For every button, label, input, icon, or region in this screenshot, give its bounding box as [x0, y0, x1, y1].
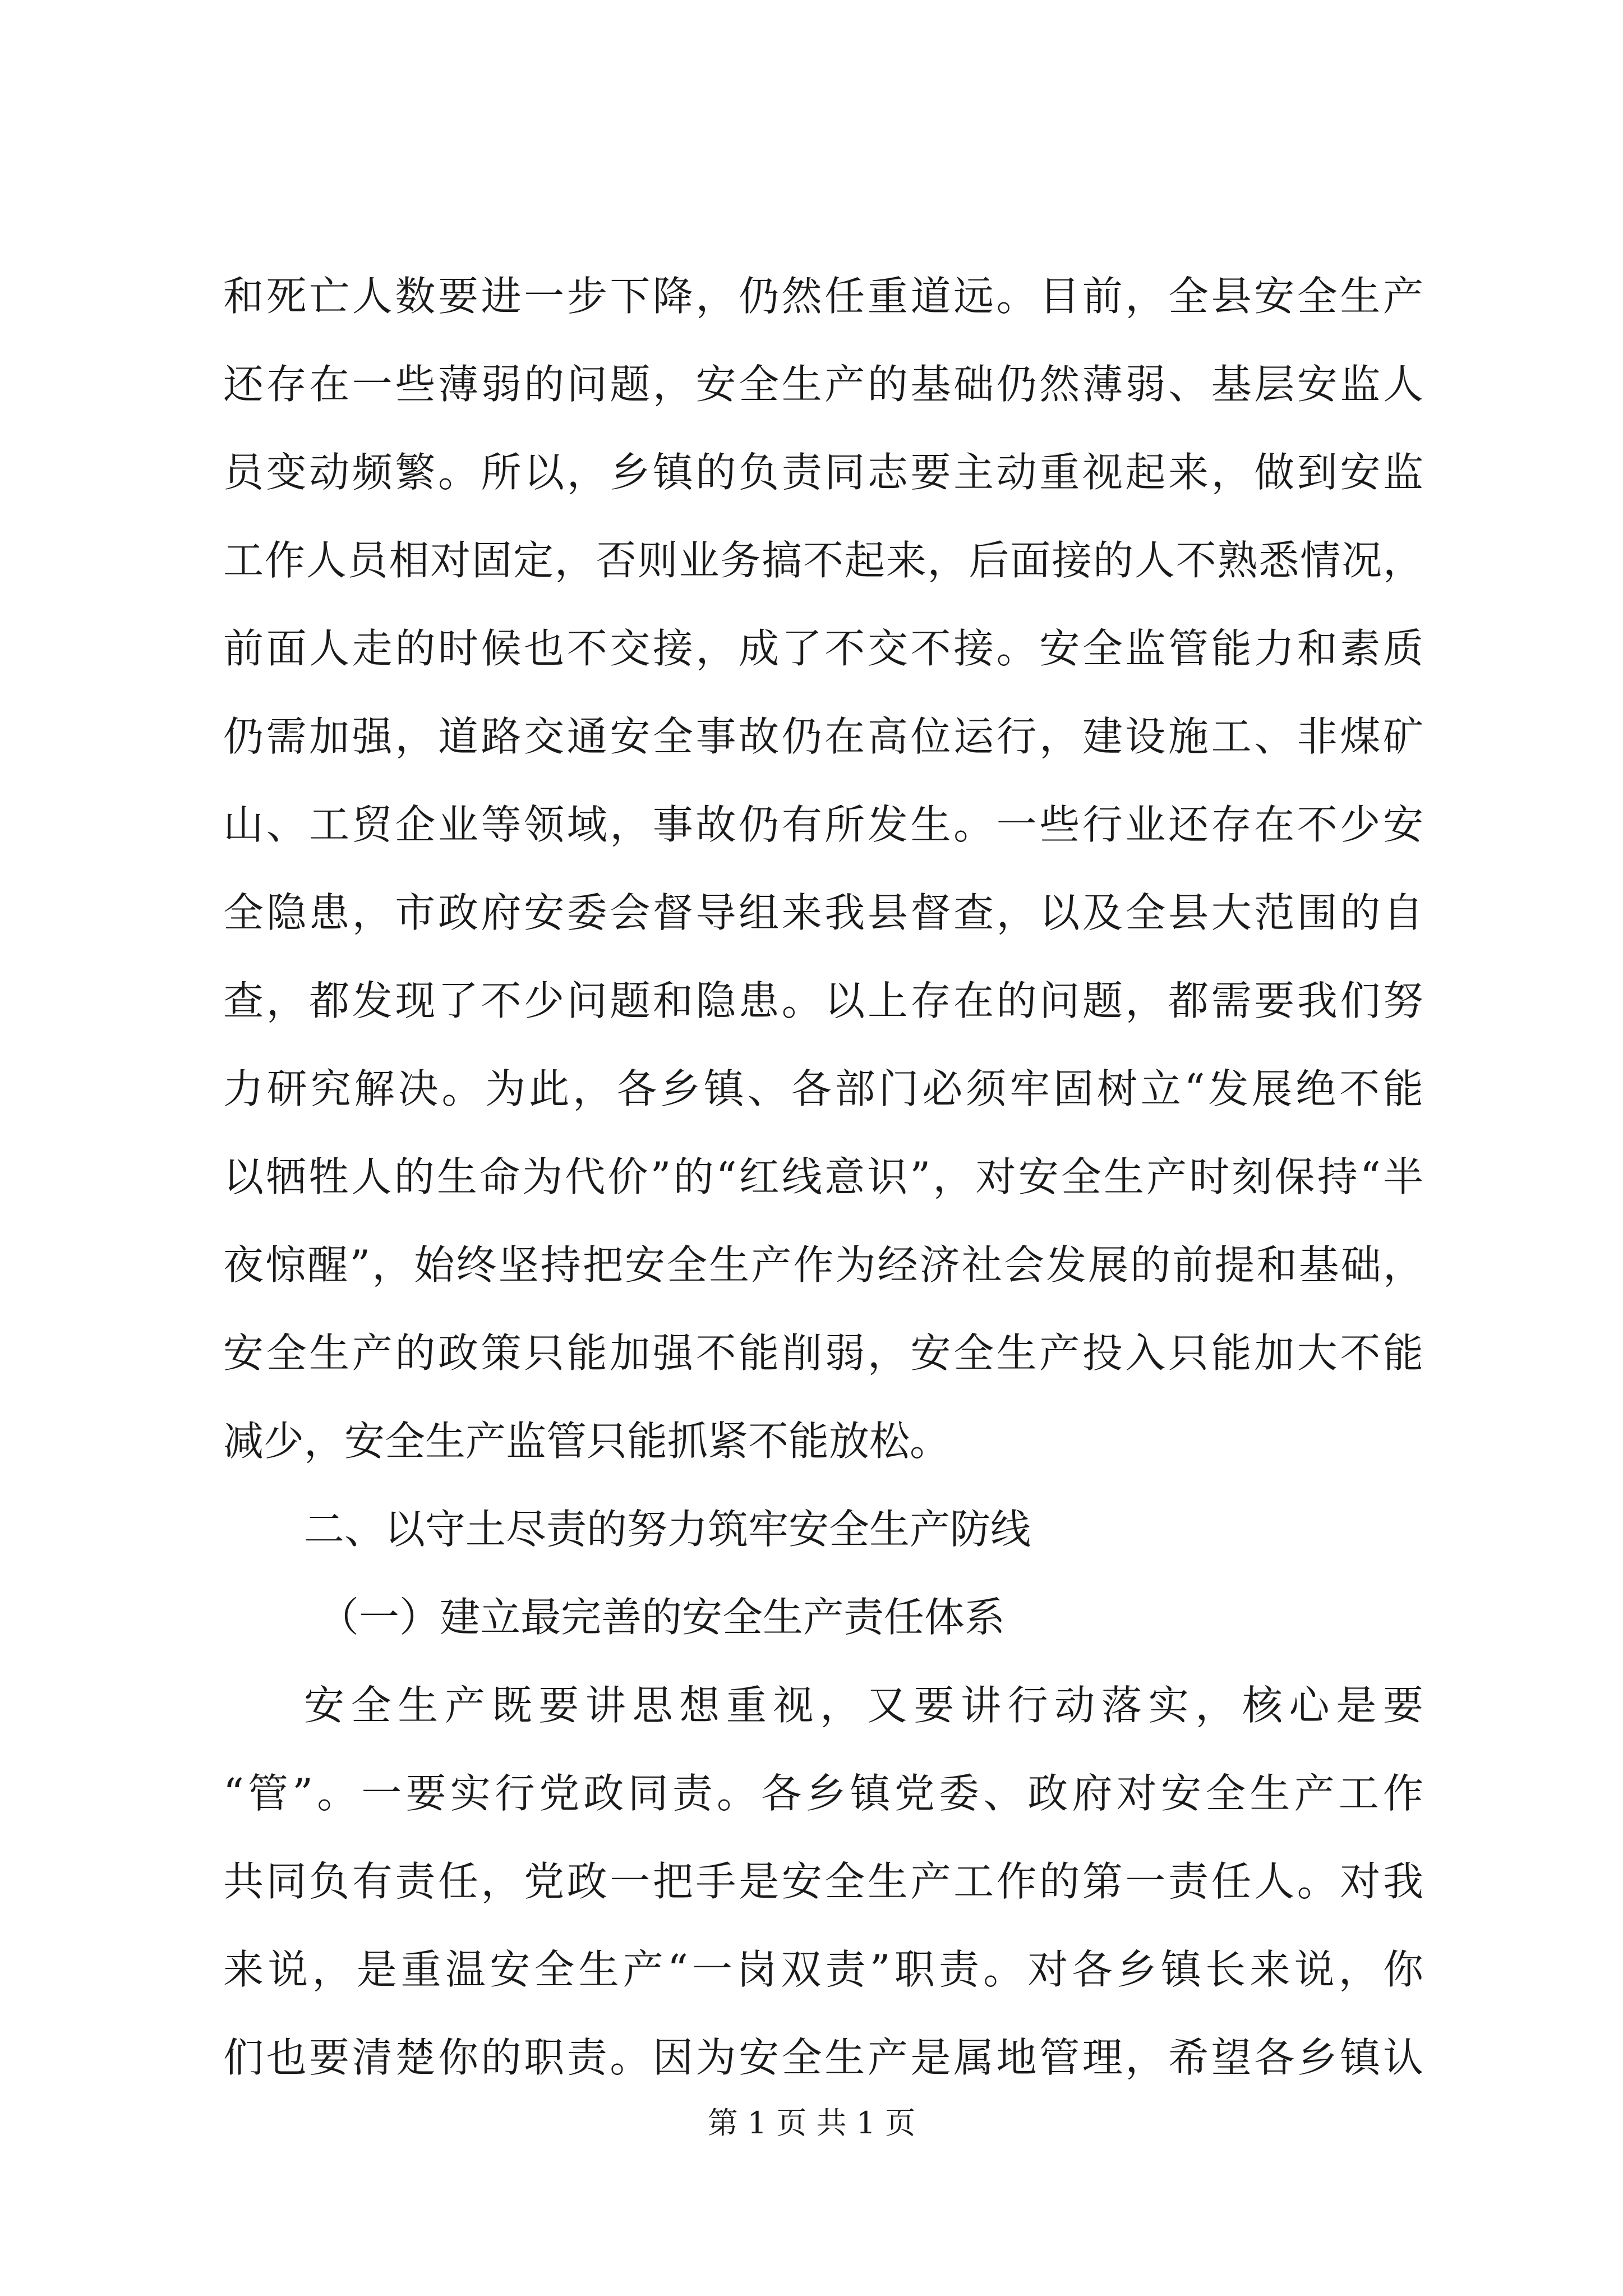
text-line: 员变动频繁。所以，乡镇的负责同志要主动重视起来，做到安监	[223, 449, 1423, 496]
text-line: 共同负有责任，党政一把手是安全生产工作的第一责任人。对我	[223, 1858, 1423, 1905]
page-footer	[0, 2104, 1623, 2143]
text-line: 全隐患，市政府安委会督导组来我县督查，以及全县大范围的自	[223, 889, 1423, 936]
section-heading: 二、以守土尽责的努力筑牢安全生产防线	[304, 1506, 1031, 1553]
text-line: 减少，安全生产监管只能抓紧不能放松。	[223, 1418, 951, 1465]
text-line: 前面人走的时候也不交接，成了不交不接。安全监管能力和素质	[223, 625, 1423, 672]
text-line: 力研究解决。为此，各乡镇、各部门必须牢固树立“发展绝不能	[223, 1065, 1423, 1112]
text-line: “管”。一要实行党政同责。各乡镇党委、政府对安全生产工作	[223, 1770, 1423, 1817]
text-line: 还存在一些薄弱的问题，安全生产的基础仍然薄弱、基层安监人	[223, 361, 1423, 408]
text-line: 来说，是重温安全生产“一岗双责”职责。对各乡镇长来说，你	[223, 1946, 1423, 1993]
text-line: 夜惊醒”，始终坚持把安全生产作为经济社会发展的前提和基础，	[223, 1241, 1423, 1289]
text-line: 仍需加强，道路交通安全事故仍在高位运行，建设施工、非煤矿	[223, 713, 1423, 760]
text-line: 安全生产的政策只能加强不能削弱，安全生产投入只能加大不能	[223, 1329, 1423, 1377]
text-line: 安全生产既要讲思想重视，又要讲行动落实，核心是要	[304, 1682, 1423, 1729]
text-line: 以牺牲人的生命为代价”的“红线意识”，对安全生产时刻保持“半	[223, 1153, 1423, 1200]
text-line: 和死亡人数要进一步下降，仍然任重道远。目前，全县安全生产	[223, 273, 1423, 320]
text-line: 山、工贸企业等领域，事故仍有所发生。一些行业还存在不少安	[223, 801, 1423, 848]
document-body	[223, 252, 1423, 2102]
text-line: 们也要清楚你的职责。因为安全生产是属地管理，希望各乡镇认	[223, 2034, 1423, 2081]
text-line: 工作人员相对固定，否则业务搞不起来，后面接的人不熟悉情况，	[223, 537, 1423, 584]
text-line: 查，都发现了不少问题和隐患。以上存在的问题，都需要我们努	[223, 977, 1423, 1024]
page-number: 第 1 页 共 1 页	[707, 2105, 916, 2141]
subsection-heading: （一）建立最完善的安全生产责任体系	[319, 1594, 1006, 1641]
